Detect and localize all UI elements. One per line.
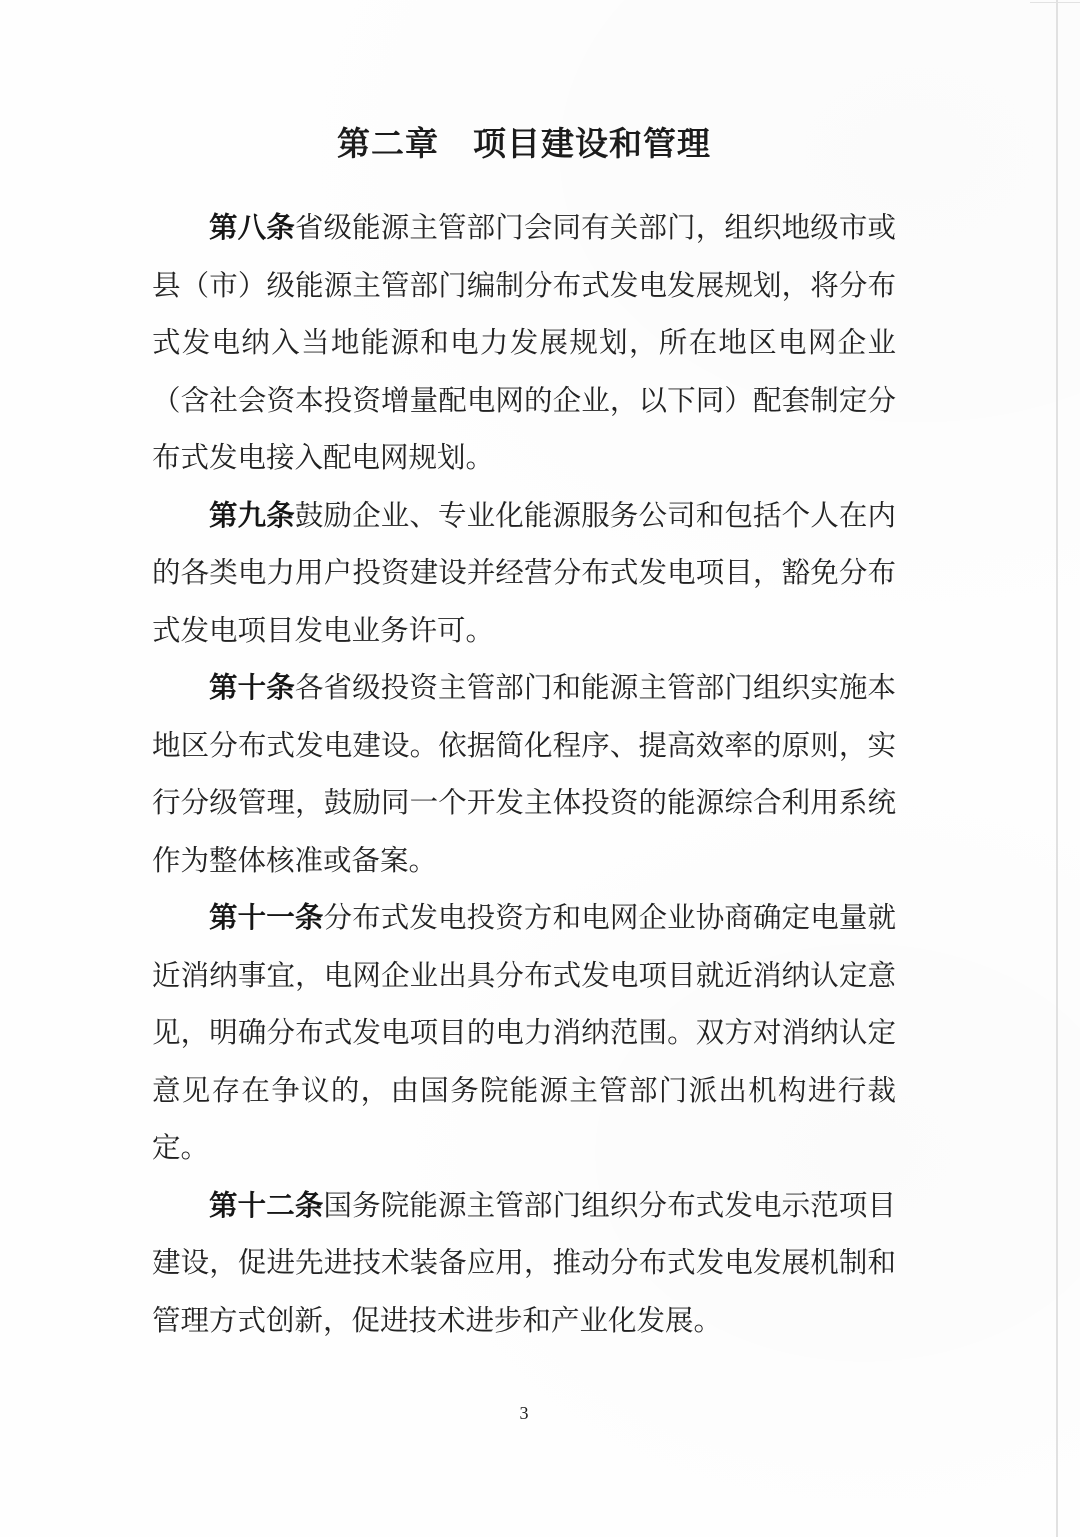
article-paragraph [152,488,896,661]
article-text: 鼓励企业、专业化能源服务公司和包括个人在内的各类电力用户投资建设并经营分布式发电项目，豁免分布式发电项目发电业务许可。 [152,500,896,647]
article-label: 第九条 [209,500,295,532]
article-paragraph [152,200,896,488]
article-text: 省级能源主管部门会同有关部门，组织地级市或县（市）级能源主管部门编制分布式发电发展规划，将分布式发电纳入当地能源和电力发展规划，所在地区电网企业（含社会资本投资增量配电网的企业，以下同）配套制定分布式发电接入配电网规划。 [152,213,896,474]
article-paragraph [152,1178,896,1351]
article-text: 分布式发电投资方和电网企业协商确定电量就近消纳事宜，电网企业出具分布式发电项目就近消纳认定意见，明确分布式发电项目的电力消纳范围。双方对消纳认定意见存在争议的，由国务院能源主管部门派出机构进行裁定。 [152,903,896,1164]
article-label: 第十一条 [209,903,324,934]
scan-artifact-top-tick [1030,2,1080,3]
articles-container [152,200,896,1350]
article-paragraph [152,890,896,1178]
article-label: 第十条 [209,673,295,704]
page-number: 3 [519,1403,529,1423]
article-text: 国务院能源主管部门组织分布式发电示范项目建设，促进先进技术装备应用，推动分布式发电发展机制和管理方式创新，促进技术进步和产业化发展。 [152,1190,896,1337]
chapter-heading: 第二章 项目建设和管理 [337,125,711,162]
scan-artifact-vertical-line [1056,0,1058,1537]
article-paragraph [152,660,896,890]
article-label: 第八条 [209,213,295,244]
article-text: 各省级投资主管部门和能源主管部门组织实施本地区分布式发电建设。依据简化程序、提高效率的原则，实行分级管理，鼓励同一个开发主体投资的能源综合利用系统作为整体核准或备案。 [152,673,896,877]
article-label: 第十二条 [209,1190,324,1222]
